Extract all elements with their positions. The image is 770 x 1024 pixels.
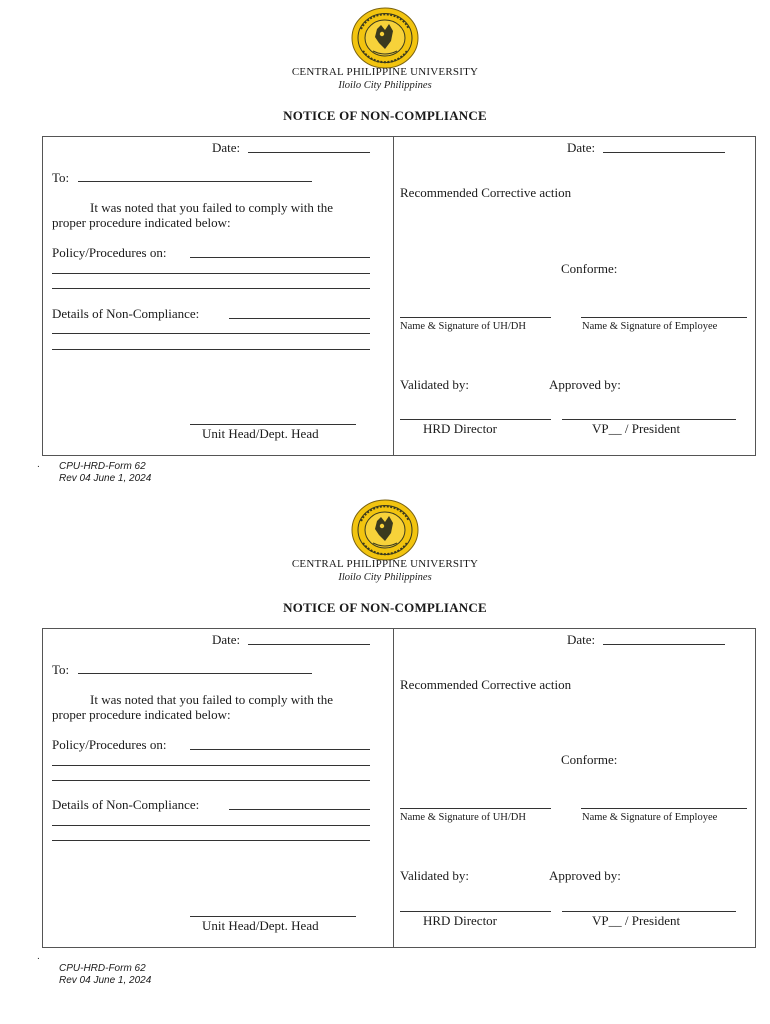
to-field[interactable] <box>78 181 312 182</box>
to-label: To: <box>52 662 70 677</box>
details-field[interactable] <box>229 318 370 319</box>
vp-signature-line[interactable] <box>562 911 736 912</box>
policy-field-line2[interactable] <box>52 273 370 274</box>
university-location: Iloilo City Philippines <box>338 80 432 91</box>
conforme-label: Conforme: <box>561 261 618 276</box>
details-label: Details of Non-Compliance: <box>52 306 200 321</box>
approved-by-label: Approved by: <box>549 868 621 883</box>
uh-signature-line[interactable] <box>400 808 551 809</box>
notice-text-line1: It was noted that you failed to comply with the <box>90 200 333 215</box>
employee-signature-line[interactable] <box>581 317 747 318</box>
hrd-director-label: HRD Director <box>423 421 498 436</box>
details-field-line3[interactable] <box>52 349 370 350</box>
footer-bullet: . <box>37 459 40 470</box>
form-copy-1 <box>0 0 770 500</box>
details-label: Details of Non-Compliance: <box>52 797 200 812</box>
details-field-line3[interactable] <box>52 840 370 841</box>
vp-president-label: VP__ / President <box>592 421 681 436</box>
to-field[interactable] <box>78 673 312 674</box>
validated-by-label: Validated by: <box>400 868 469 883</box>
employee-signature-label: Name & Signature of Employee <box>582 812 718 823</box>
form-title: NOTICE OF NON-COMPLIANCE <box>283 108 487 123</box>
policy-field-line3[interactable] <box>52 288 370 289</box>
form-copy-2 <box>0 492 770 992</box>
to-label: To: <box>52 170 70 185</box>
footer-revision: Rev 04 June 1, 2024 <box>59 975 152 986</box>
uh-signature-label: Name & Signature of UH/DH <box>400 812 526 823</box>
university-seal-logo <box>351 7 419 69</box>
details-field[interactable] <box>229 809 370 810</box>
employee-signature-label: Name & Signature of Employee <box>582 321 718 332</box>
policy-field[interactable] <box>190 257 370 258</box>
vp-president-label: VP__ / President <box>592 913 681 928</box>
policy-label: Policy/Procedures on: <box>52 245 167 260</box>
unit-head-label: Unit Head/Dept. Head <box>202 918 319 933</box>
hrd-signature-line[interactable] <box>400 911 551 912</box>
form-box <box>42 628 756 948</box>
approved-by-label: Approved by: <box>549 377 621 392</box>
notice-text-line1: It was noted that you failed to comply with the <box>90 692 333 707</box>
uh-signature-label: Name & Signature of UH/DH <box>400 321 526 332</box>
notice-text-line2: proper procedure indicated below: <box>52 707 231 722</box>
university-seal-logo <box>351 499 419 561</box>
footer-bullet: . <box>37 951 40 962</box>
validated-by-label: Validated by: <box>400 377 469 392</box>
right-date-field[interactable] <box>603 644 725 645</box>
university-name: CENTRAL PHILIPPINE UNIVERSITY <box>291 66 479 78</box>
university-location: Iloilo City Philippines <box>338 572 432 583</box>
corrective-action-label: Recommended Corrective action <box>400 185 572 200</box>
unit-head-label: Unit Head/Dept. Head <box>202 426 319 441</box>
vp-signature-line[interactable] <box>562 419 736 420</box>
right-date-field[interactable] <box>603 152 725 153</box>
policy-field[interactable] <box>190 749 370 750</box>
policy-field-line2[interactable] <box>52 765 370 766</box>
right-date-label: Date: <box>567 632 596 647</box>
column-divider <box>393 137 394 455</box>
details-field-line2[interactable] <box>52 825 370 826</box>
left-date-label: Date: <box>212 140 241 155</box>
conforme-label: Conforme: <box>561 752 618 767</box>
left-date-field[interactable] <box>248 152 370 153</box>
right-date-label: Date: <box>567 140 596 155</box>
university-name: CENTRAL PHILIPPINE UNIVERSITY <box>291 558 479 570</box>
left-date-label: Date: <box>212 632 241 647</box>
form-title: NOTICE OF NON-COMPLIANCE <box>283 600 487 615</box>
uh-signature-line[interactable] <box>400 317 551 318</box>
details-field-line2[interactable] <box>52 333 370 334</box>
hrd-director-label: HRD Director <box>423 913 498 928</box>
corrective-action-label: Recommended Corrective action <box>400 677 572 692</box>
left-date-field[interactable] <box>248 644 370 645</box>
column-divider <box>393 629 394 947</box>
policy-label: Policy/Procedures on: <box>52 737 167 752</box>
policy-field-line3[interactable] <box>52 780 370 781</box>
footer-revision: Rev 04 June 1, 2024 <box>59 473 152 484</box>
unit-head-signature-line[interactable] <box>190 916 356 917</box>
employee-signature-line[interactable] <box>581 808 747 809</box>
footer-form-code: CPU-HRD-Form 62 <box>59 963 146 974</box>
notice-text-line2: proper procedure indicated below: <box>52 215 231 230</box>
footer-form-code: CPU-HRD-Form 62 <box>59 461 146 472</box>
unit-head-signature-line[interactable] <box>190 424 356 425</box>
hrd-signature-line[interactable] <box>400 419 551 420</box>
form-box <box>42 136 756 456</box>
